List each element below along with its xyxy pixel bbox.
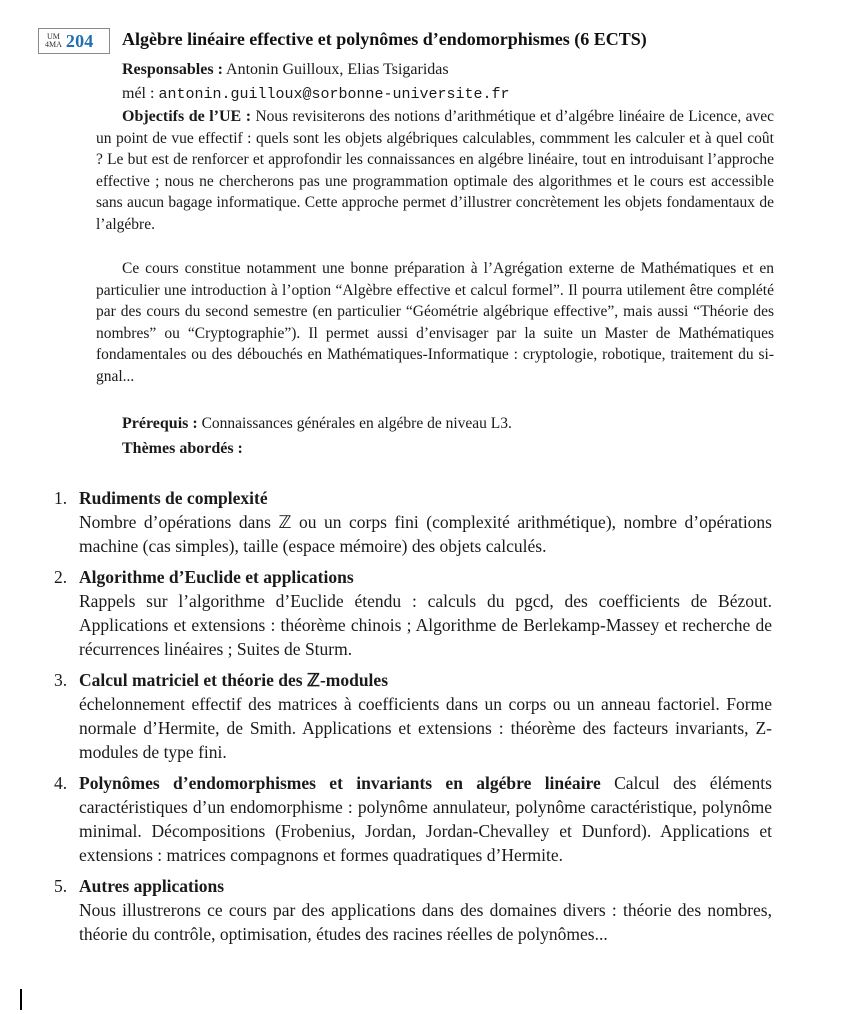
email-label: mél : bbox=[122, 85, 159, 102]
theme-text: Rappels sur l’algorithme d’Euclide étendu : calculs du pgcd, des coefficients de Bézout. Applications et extensions : théorème chinois ; Algorithme de Berlekamp-Massey et recherche de récurrences linéaires ; Suites de Sturm. bbox=[79, 591, 772, 659]
theme-title: Calcul matriciel et théorie des ℤ-modules bbox=[79, 670, 389, 690]
theme-number: 1. bbox=[54, 488, 68, 508]
course-code-badge bbox=[38, 28, 110, 54]
theme-item bbox=[50, 874, 772, 946]
theme-title: Algorithme d’Euclide et applications bbox=[79, 567, 354, 587]
course-code-prefix bbox=[45, 33, 62, 49]
themes-list bbox=[50, 486, 772, 953]
theme-text: Calcul des éléments caractéristiques d’un endomorphisme : polynôme annulateur, polynôme caractéristique, polynôme minimal. Décompositions (Frobenius, Jordan, Jordan-Chevalley et Dunford). Applications et extensions : matrices compagnons et formes quadratiques d’Hermite. bbox=[79, 773, 772, 865]
course-code-prefix-bottom: 4MA bbox=[45, 40, 62, 49]
prerequis-label: Prérequis : bbox=[122, 415, 198, 432]
theme-item bbox=[50, 565, 772, 661]
theme-number: 5. bbox=[54, 876, 68, 896]
theme-item bbox=[50, 486, 772, 558]
cours-paragraph bbox=[96, 258, 774, 388]
prerequis-paragraph bbox=[96, 413, 774, 435]
responsables-value: Antonin Guilloux, Elias Tsigaridas bbox=[222, 61, 449, 78]
prerequis-text: Connaissances générales en algébre de niveau L3. bbox=[197, 415, 512, 432]
theme-number: 3. bbox=[54, 670, 68, 690]
objectifs-paragraph bbox=[96, 106, 774, 236]
theme-item bbox=[50, 771, 772, 867]
text-cursor bbox=[20, 989, 22, 1010]
email-link[interactable]: antonin.guilloux@sorbonne-universite.fr bbox=[158, 86, 510, 103]
course-code-prefix-top: UM bbox=[47, 32, 60, 41]
theme-text: Nombre d’opérations dans ℤ ou un corps fini (complexité arithmétique), nombre d’opérations machine (cas simples), taille (espace mémoire) des objets calculés. bbox=[79, 512, 772, 556]
theme-text: Nous illustrerons ce cours par des applications dans des domaines divers : théorie des nombres, théorie du contrôle, optimisation, études des racines réelles de polynômes... bbox=[79, 900, 772, 944]
theme-title: Rudiments de complexité bbox=[79, 488, 268, 508]
theme-title: Polynômes d’endomorphismes et invariants en algébre linéaire bbox=[79, 773, 601, 793]
responsables-line bbox=[122, 61, 449, 79]
theme-number: 2. bbox=[54, 567, 68, 587]
objectifs-label: Objectifs de l’UE : bbox=[122, 108, 252, 125]
themes-heading-paragraph bbox=[96, 438, 774, 460]
theme-title: Autres applications bbox=[79, 876, 225, 896]
theme-item bbox=[50, 668, 772, 764]
objectifs-text: Nous revisiterons des notions d’arithmétique et d’algébre linéaire de Licence, avec un point de vue effectif : quels sont les objets algébriques calculables, commment les calculer et à quel coût ? Le but est de renforcer et approfondir les connaissances en algébre linéaire, tout en introduisant l’approche effective ; nous ne chercherons pas une programmation optimale des algorithmes et le cours est accessible sans aucun bagage informatique. Cette approche permet d’illustrer concrètement les objets fondamentaux de l’algébre. bbox=[96, 108, 775, 233]
themes-heading: Thèmes abordés : bbox=[122, 440, 243, 457]
responsables-label: Responsables : bbox=[122, 61, 223, 78]
theme-text: échelonnement effectif des matrices à coefficients dans un corps ou un anneau factoriel. Forme normale d’Hermite, de Smith. Applications et extensions : théorème des facteurs invariants, Z-modules de type fini. bbox=[79, 694, 772, 762]
cours-text: Ce cours constitue notamment une bonne préparation à l’Agrégation externe de Mathématiques et en particulier une introduction à l’option “Algèbre effective et calcul formel”. Il pourra utilement être complété par des cours du second semestre (en particulier “Géométrie algébrique effective”, mais aussi “Théorie des nombres” ou “Cryptographie”). Il permet aussi d’envisager par la suite un Master de Mathématiques fondamentales ou des débouchés en Mathématiques-Informatique : cryptologie, robotique, traitement du signal... bbox=[96, 260, 774, 385]
email-line bbox=[122, 85, 510, 103]
course-title: Algèbre linéaire effective et polynômes d’endomorphismes (6 ECTS) bbox=[122, 29, 647, 49]
course-code-number: 204 bbox=[65, 30, 94, 51]
theme-number: 4. bbox=[54, 773, 68, 793]
